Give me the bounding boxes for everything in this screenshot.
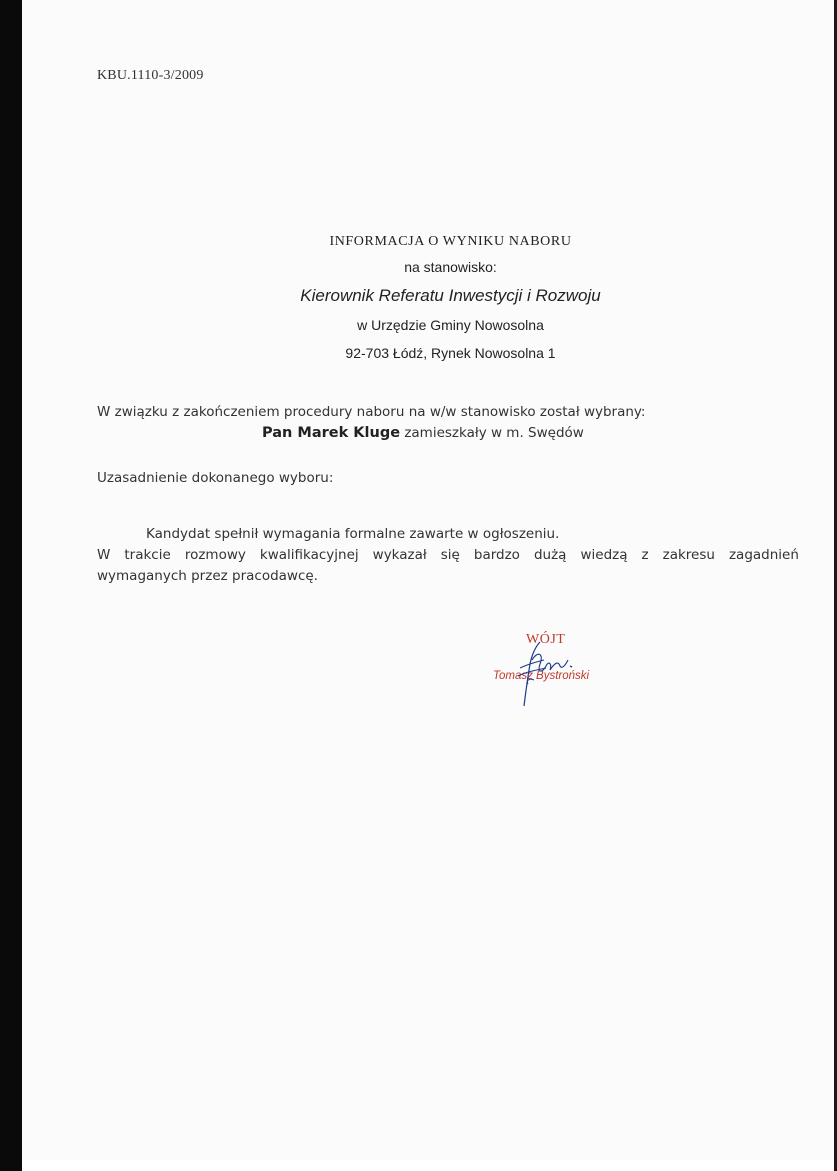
candidate-residence: zamieszkały w m. Swędów [400,425,584,441]
justified-words [97,547,799,563]
candidate-line [262,425,584,441]
intro-paragraph: W związku z zakończeniem procedury naboru na w/w stanowisko został wybrany: [97,404,646,420]
heading-block [22,230,837,367]
handwritten-signature [480,620,640,710]
reference-number: KBU.1110-3/2009 [97,68,204,83]
signature-stamp [480,620,640,710]
justification-label: Uzasadnienie dokonanego wyboru: [97,470,334,486]
justified-word: wiedzą [580,547,628,563]
office-address: 92-703 Łódź, Rynek Nowosolna 1 [345,345,556,361]
scan-border-left [0,0,22,1171]
justified-word: kwalifikacyjnej [259,547,359,563]
justification-line-3: wymaganych przez pracodawcę. [97,568,318,584]
justified-word: z [641,547,649,563]
justified-word: W [97,547,111,563]
justified-word: bardzo [473,547,520,563]
office-name: w Urzędzie Gminy Nowosolna [357,317,544,333]
document-title: INFORMACJA O WYNIKU NABORU [329,234,572,249]
justified-word: się [440,547,460,563]
position-name: Kierownik Referatu Inwestycji i Rozwoju [300,286,601,305]
justified-word: wykazał [372,547,427,563]
justified-word: zagadnień [728,547,799,563]
justified-word: trakcie [124,547,171,563]
candidate-name: Pan Marek Kluge [262,425,401,441]
signature-title: WÓJT [526,632,566,647]
justification-line-2 [97,547,799,563]
signature-name: Tomasz Bystroński [493,670,590,682]
justified-word: zakresu [662,547,715,563]
justification-line-1: Kandydat spełnił wymagania formalne zawarte w ogłoszeniu. [146,526,560,542]
justified-word: dużą [533,547,567,563]
document-subtitle: na stanowisko: [404,259,497,275]
justified-word: rozmowy [184,547,246,563]
